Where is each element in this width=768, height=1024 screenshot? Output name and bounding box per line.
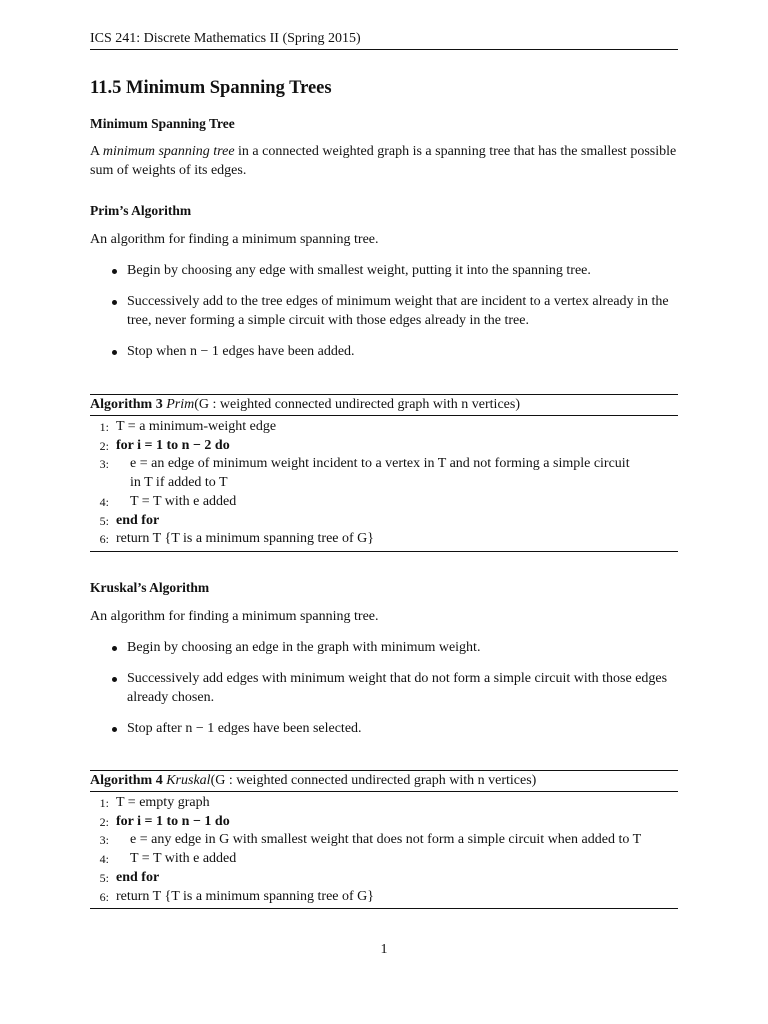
definition-body: in a connected weighted graph is a spanning tree that has the smallest possible sum of weights of its edges.	[90, 144, 677, 178]
line-text: end for	[116, 869, 160, 885]
algorithm-line	[90, 831, 678, 850]
algorithm-4-box	[90, 770, 678, 909]
line-text: T = empty graph	[116, 795, 210, 810]
kruskal-bullet-list	[112, 638, 678, 738]
list-item: Successively add to the tree edges of minimum weight that are incident to a vertex already in the tree, never forming a simple circuit with those edges already in the tree.	[112, 292, 678, 330]
line-text: e = any edge in G with smallest weight that does not form a simple circuit when added to T	[130, 832, 642, 848]
algorithm-line	[90, 530, 678, 549]
algorithm-line	[90, 437, 678, 456]
line-number: 3:	[99, 833, 109, 848]
line-text: return T {T is a minimum spanning tree of G}	[116, 531, 375, 547]
line-text: e = an edge of minimum weight incident to a vertex in T and not forming a simple circuit	[130, 456, 630, 472]
prim-heading: Prim’s Algorithm	[90, 203, 192, 218]
list-item: Begin by choosing an edge in the graph with minimum weight.	[112, 638, 678, 657]
algorithm-3-signature: (G : weighted connected undirected graph with n vertices)	[194, 397, 520, 412]
line-number: 5:	[99, 513, 109, 528]
algorithm-line	[90, 869, 678, 888]
line-number: 6:	[99, 889, 109, 904]
line-text: end for	[116, 512, 160, 528]
algorithm-3-box	[90, 394, 678, 552]
list-item: Stop after n − 1 edges have been selected.	[112, 719, 678, 738]
line-number: 4:	[99, 852, 109, 867]
algorithm-4-caption	[90, 771, 678, 792]
kruskal-heading: Kruskal’s Algorithm	[90, 580, 210, 595]
algorithm-3-lines	[90, 416, 678, 552]
algorithm-3-name: Prim	[166, 397, 195, 412]
algorithm-4-signature: (G : weighted connected undirected graph with n vertices)	[210, 773, 537, 788]
line-continuation: in T if added to T	[130, 475, 228, 491]
line-number: 1:	[99, 420, 109, 434]
line-number: 4:	[99, 494, 109, 509]
algorithm-4-label: Algorithm 4	[90, 773, 163, 788]
section-title: 11.5 Minimum Spanning Trees	[90, 78, 332, 98]
line-number: 1:	[99, 796, 109, 810]
page-number: 1	[380, 942, 388, 957]
line-number: 6:	[99, 532, 109, 547]
prim-bullet-list	[112, 261, 678, 361]
kruskal-intro: An algorithm for finding a minimum spanning tree.	[90, 609, 379, 624]
line-text: T = T with e added	[130, 851, 237, 867]
line-text: for i = 1 to n − 1 do	[116, 813, 230, 829]
list-item: Begin by choosing any edge with smallest weight, putting it into the spanning tree.	[112, 261, 678, 280]
algorithm-4-name: Kruskal	[166, 773, 211, 788]
line-number: 2:	[99, 814, 109, 829]
running-header: ICS 241: Discrete Mathematics II (Spring 2015)	[90, 31, 361, 46]
prim-intro: An algorithm for finding a minimum spanning tree.	[90, 232, 379, 247]
algorithm-4-lines	[90, 792, 678, 909]
algorithm-line	[90, 850, 678, 869]
list-item: Successively add edges with minimum weight that do not form a simple circuit with those edges already chosen.	[112, 669, 678, 707]
line-text: return T {T is a minimum spanning tree of G}	[116, 888, 375, 904]
line-text: T = T with e added	[130, 493, 237, 509]
line-text: T = a minimum-weight edge	[116, 419, 277, 434]
algorithm-line	[90, 418, 678, 437]
definition-term: minimum spanning tree	[102, 144, 235, 159]
algorithm-3-label: Algorithm 3	[90, 397, 163, 412]
line-number: 5:	[99, 870, 109, 885]
line-number: 2:	[99, 438, 109, 453]
list-item: Stop when n − 1 edges have been added.	[112, 342, 678, 361]
definition-prefix: A	[90, 144, 103, 159]
line-number: 3:	[99, 457, 109, 472]
mst-heading: Minimum Spanning Tree	[90, 116, 235, 131]
algorithm-line	[90, 813, 678, 832]
mst-definition	[90, 142, 678, 180]
algorithm-line	[90, 888, 678, 907]
header-rule	[90, 49, 678, 50]
algorithm-3-caption	[90, 395, 678, 416]
algorithm-line	[90, 455, 678, 492]
line-text: for i = 1 to n − 2 do	[116, 437, 230, 453]
algorithm-line	[90, 493, 678, 512]
algorithm-line	[90, 794, 678, 813]
algorithm-line	[90, 512, 678, 531]
